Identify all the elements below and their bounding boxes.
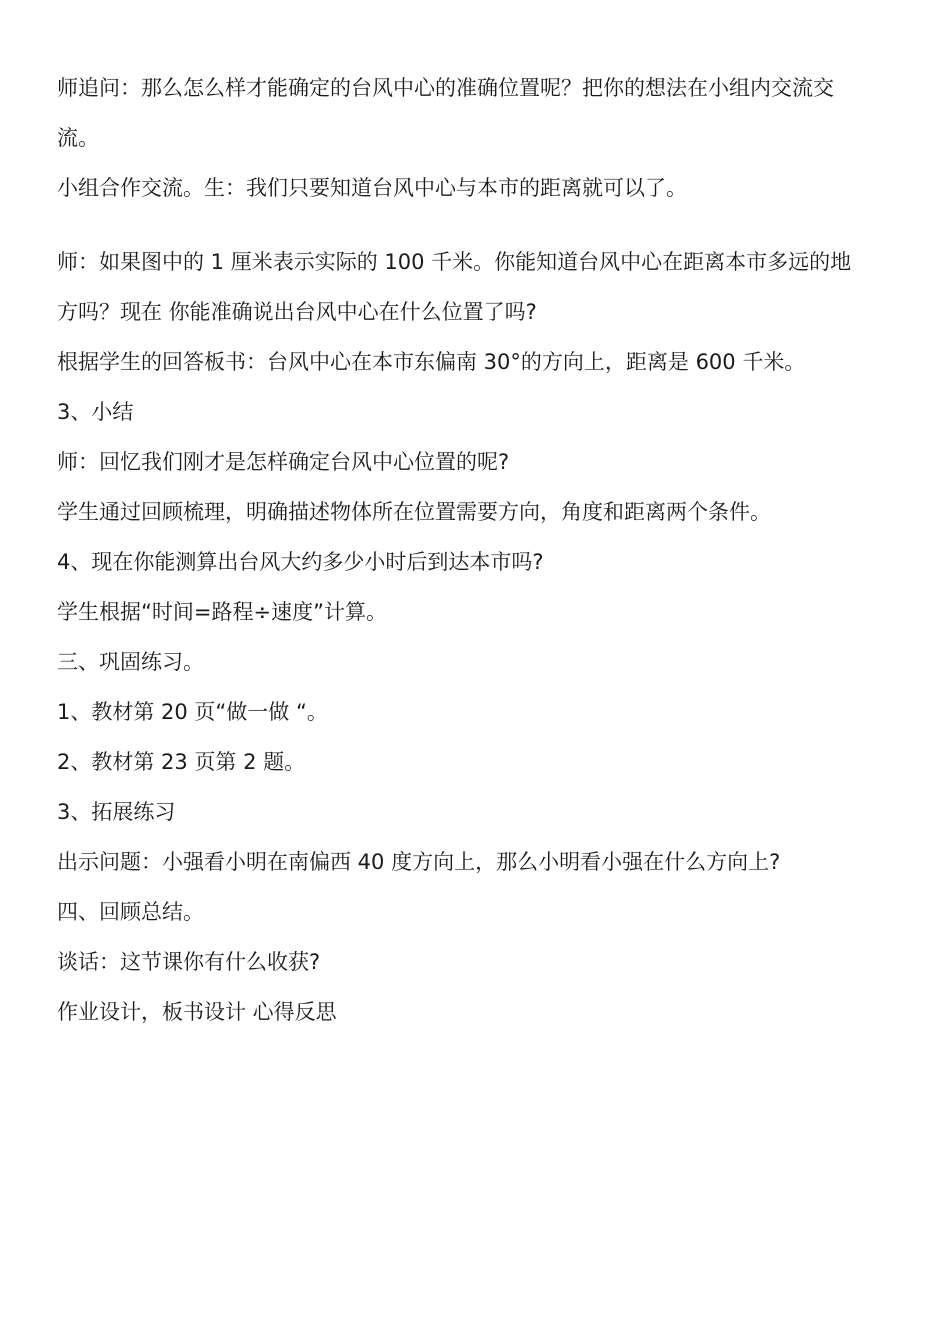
- text-line-talk: 谈话：这节课你有什么收获?: [57, 950, 321, 974]
- text-line-group-discussion: 小组合作交流。生：我们只要知道台风中心与本市的距离就可以了。: [57, 176, 687, 200]
- section-heading-review: 四、回顾总结。: [57, 900, 204, 924]
- text-line-formula: 学生根据“时间=路程÷速度”计算。: [57, 600, 387, 624]
- text-line-follow-up-question-cont: 流。: [57, 126, 99, 150]
- text-line-student-review: 学生通过回顾梳理，明确描述物体所在位置需要方向，角度和距离两个条件。: [57, 500, 771, 524]
- text-line-problem: 出示问题：小强看小明在南偏西 40 度方向上，那么小明看小强在什么方向上?: [57, 850, 781, 874]
- text-line-teacher-scale: 师：如果图中的 1 厘米表示实际的 100 千米。你能知道台风中心在距离本市多远的地: [57, 250, 852, 274]
- text-line-board-writing: 根据学生的回答板书：台风中心在本市东偏南 30°的方向上，距离是 600 千米。: [57, 350, 806, 374]
- text-line-homework-design: 作业设计，板书设计 心得反思: [57, 1000, 337, 1024]
- text-line-follow-up-question: 师追问：那么怎么样才能确定的台风中心的准确位置呢？把你的想法在小组内交流交: [57, 76, 834, 100]
- text-line-exercise-2: 2、教材第 23 页第 2 题。: [57, 750, 306, 774]
- text-line-exercise-1: 1、教材第 20 页“做一做 “。: [57, 700, 328, 724]
- text-line-extension: 3、拓展练习: [57, 800, 176, 824]
- section-heading-practice: 三、巩固练习。: [57, 650, 204, 674]
- text-line-teacher-recall: 师：回忆我们刚才是怎样确定台风中心位置的呢?: [57, 450, 510, 474]
- text-line-estimate-question: 4、现在你能测算出台风大约多少小时后到达本市吗?: [57, 550, 544, 574]
- text-line-summary-heading: 3、小结: [57, 400, 134, 424]
- text-line-teacher-scale-cont: 方吗？现在 你能准确说出台风中心在什么位置了吗?: [57, 300, 537, 324]
